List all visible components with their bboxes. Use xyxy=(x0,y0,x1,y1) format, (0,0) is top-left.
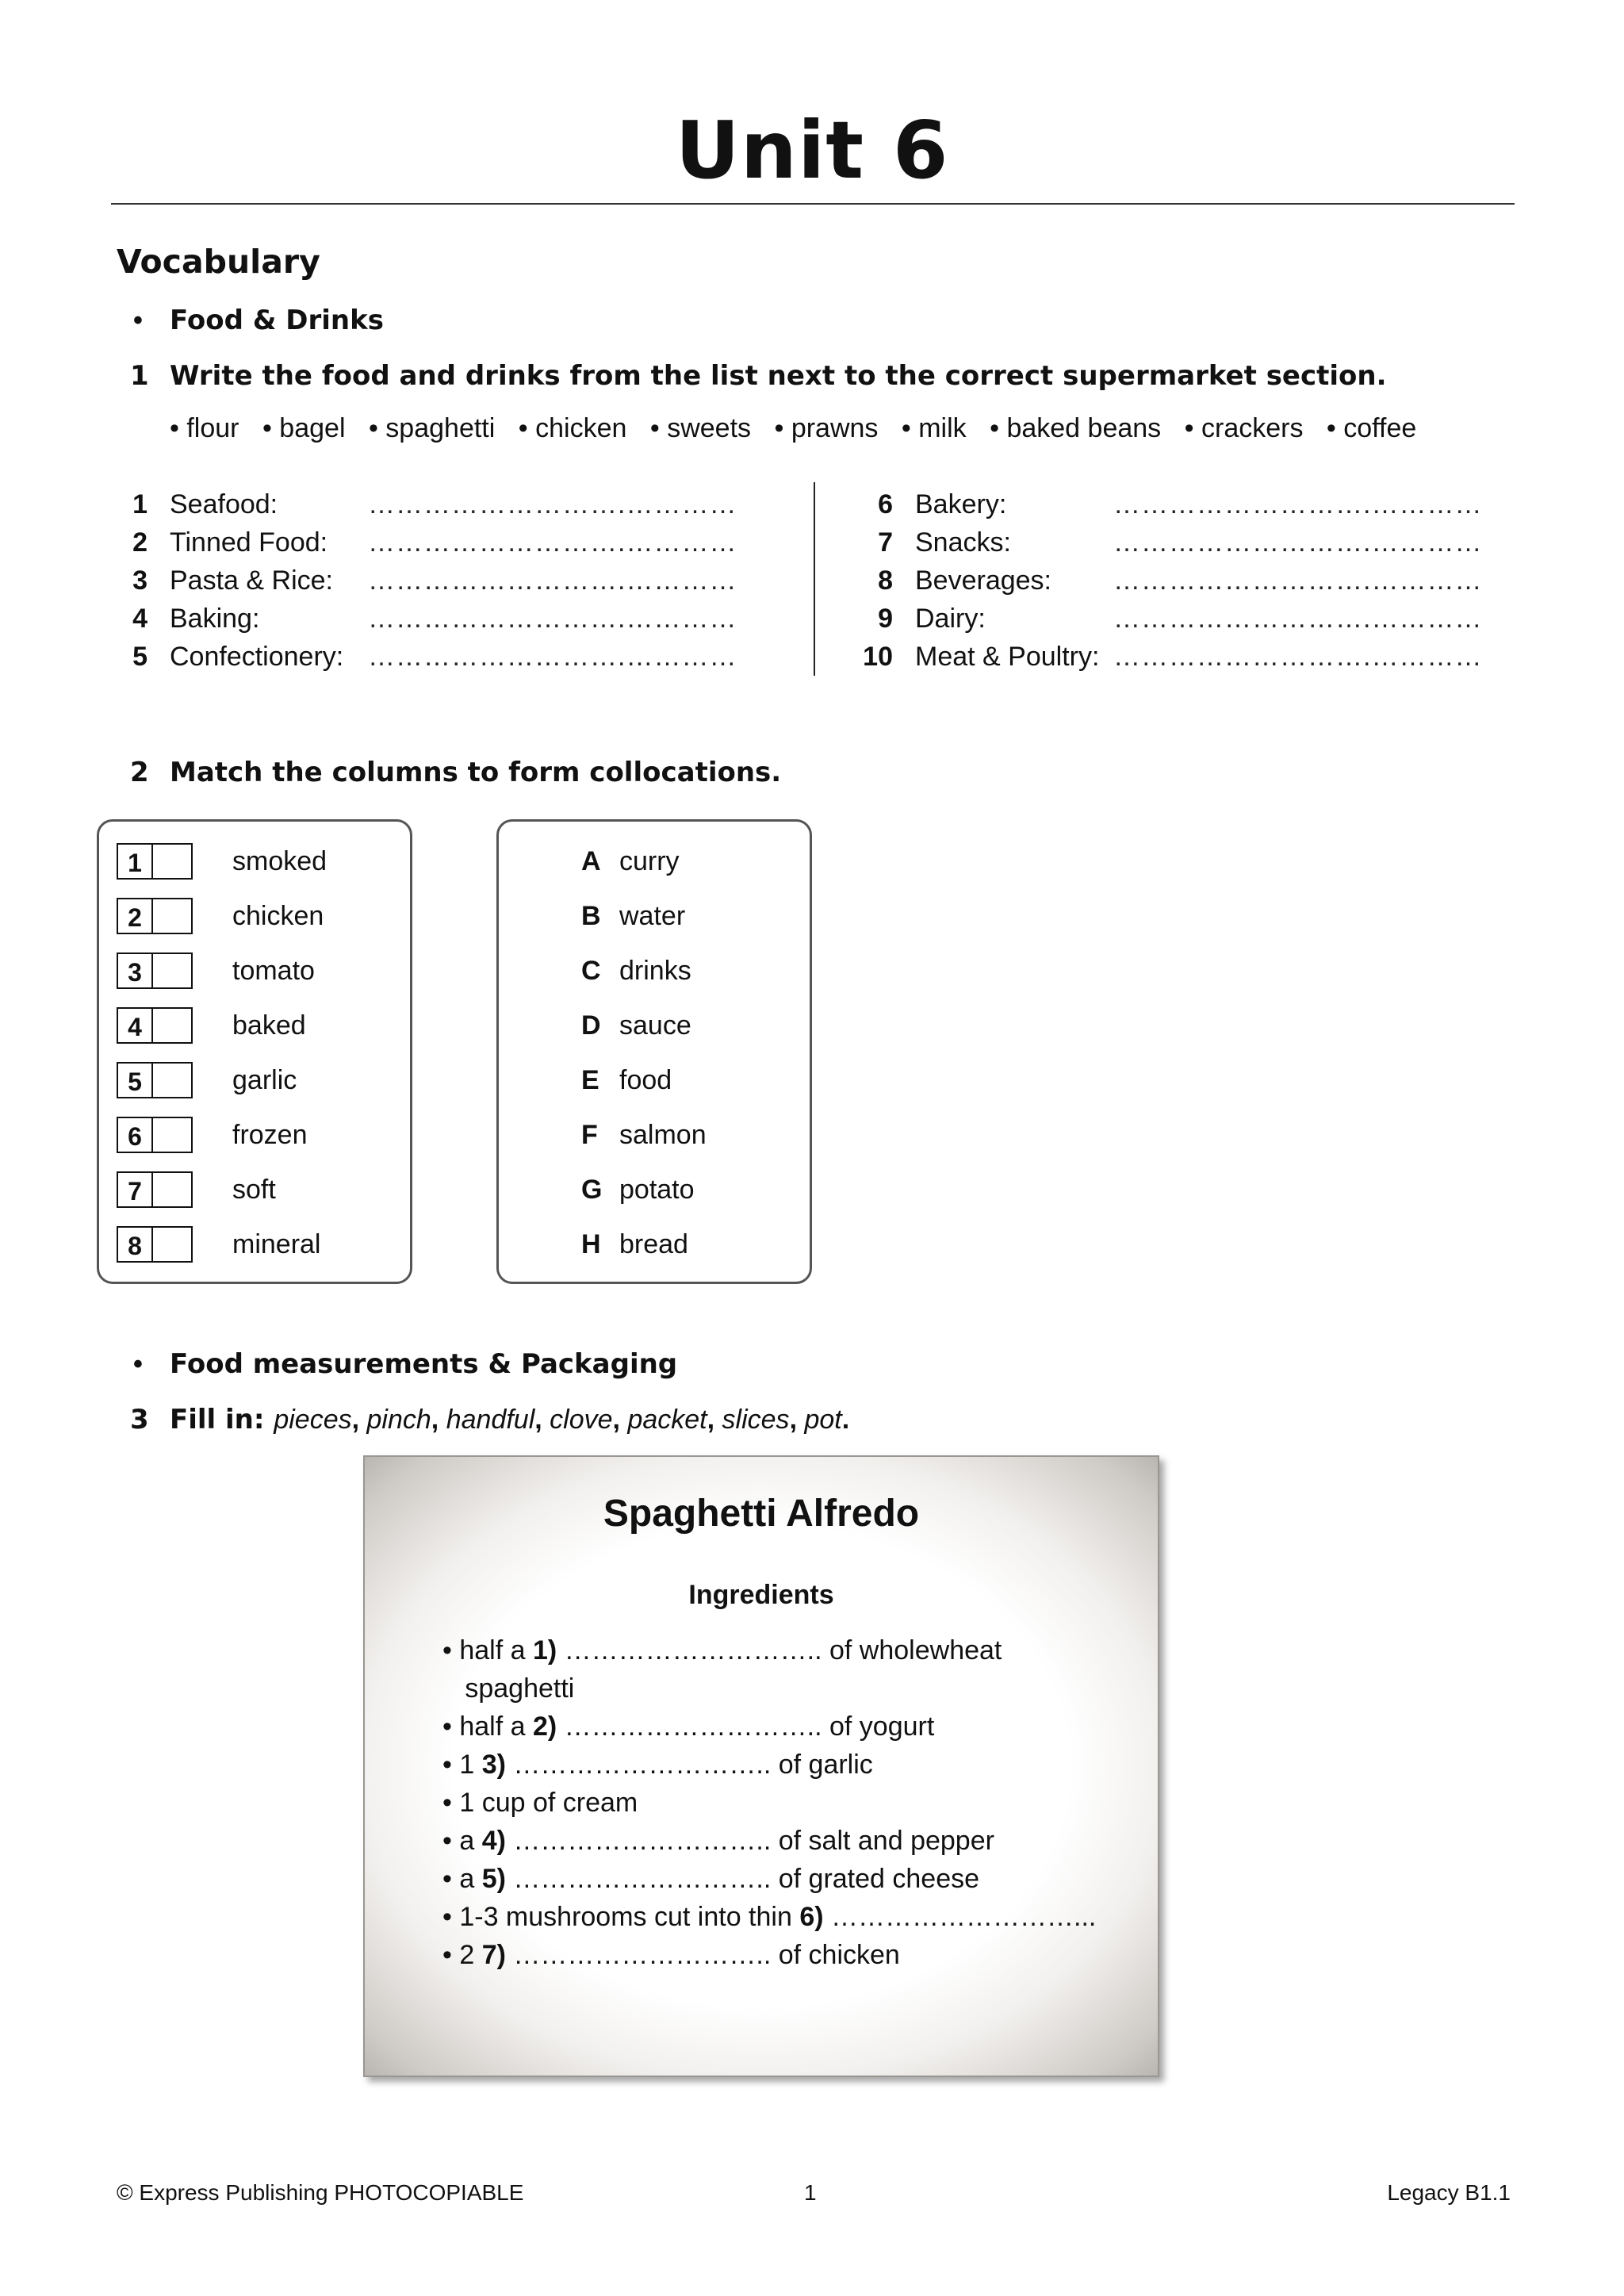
section-row xyxy=(0,562,793,600)
ingredient-line: • half a 2) ……………………….. of yogurt xyxy=(442,1711,935,1742)
match-number: 2 xyxy=(117,898,153,934)
ingredient-line: • half a 1) ……………………….. of wholewheat xyxy=(442,1635,1002,1665)
section-number: 8 xyxy=(878,565,893,596)
word-list-item: • baked beans xyxy=(990,413,1162,443)
ingredient-line: • a 4) ……………………….. of salt and pepper xyxy=(442,1826,994,1856)
section-label: Pasta & Rice: xyxy=(170,565,333,596)
title-divider xyxy=(111,203,1515,205)
section-number: 2 xyxy=(132,527,147,558)
fill-in-label: Fill in: xyxy=(170,1404,274,1435)
section-row xyxy=(841,523,1554,562)
section-row xyxy=(0,523,793,562)
match-word: bread xyxy=(619,1229,688,1259)
section-row xyxy=(841,562,1554,600)
section-label: Bakery: xyxy=(915,489,1007,519)
section-row xyxy=(841,600,1554,638)
word-list-item: • bagel xyxy=(262,413,346,443)
section-number: 4 xyxy=(132,604,147,634)
ingredient-line: • 1-3 mushrooms cut into thin 6) ………………………... xyxy=(442,1902,1097,1932)
word-list-item: • prawns xyxy=(774,413,879,443)
word-list-item: • milk xyxy=(901,413,967,443)
ingredient-line: • a 5) ……………………….. of grated cheese xyxy=(442,1864,980,1894)
section-label: Confectionery: xyxy=(170,642,344,672)
answer-box[interactable] xyxy=(153,1007,193,1044)
answer-blank[interactable]: ……………………….………… xyxy=(368,489,737,519)
match-letter: D xyxy=(581,1010,601,1041)
bullet-dot: • xyxy=(133,305,143,335)
match-word: frozen xyxy=(232,1120,308,1150)
section-number: 9 xyxy=(878,604,893,634)
section-label: Seafood: xyxy=(170,489,278,519)
section-number: 1 xyxy=(132,489,147,519)
footer-book-title: Legacy B1.1 xyxy=(1387,2180,1511,2205)
match-word: tomato xyxy=(232,956,315,986)
answer-blank[interactable]: ……………………….. of grated cheese xyxy=(505,1864,980,1894)
recipe-subtitle: Ingredients xyxy=(688,1580,834,1610)
fill-word: pieces xyxy=(274,1405,352,1435)
word-list-item: • crackers xyxy=(1184,413,1304,443)
ingredient-line: spaghetti xyxy=(442,1673,575,1704)
answer-box[interactable] xyxy=(153,1062,193,1098)
fill-word: pinch xyxy=(366,1405,431,1435)
fill-word: slices xyxy=(722,1405,790,1435)
fill-word: packet xyxy=(627,1405,707,1435)
match-left-box xyxy=(97,819,412,1284)
match-number: 5 xyxy=(117,1062,153,1098)
answer-blank[interactable]: ……………………….………… xyxy=(368,527,737,558)
page-number: 1 xyxy=(804,2180,817,2205)
recipe-title: Spaghetti Alfredo xyxy=(603,1493,920,1535)
exercise-3-instruction: Fill in: pieces, pinch, handful, clove, packet, slices, pot. xyxy=(170,1404,850,1435)
match-word: garlic xyxy=(232,1065,297,1095)
section-label: Tinned Food: xyxy=(170,527,328,558)
match-letter: G xyxy=(581,1175,603,1205)
match-word: water xyxy=(619,901,686,931)
match-letter: F xyxy=(581,1120,598,1150)
match-number: 8 xyxy=(117,1226,153,1263)
exercise-2-number: 2 xyxy=(130,757,149,788)
section-row xyxy=(0,600,793,638)
match-number: 1 xyxy=(117,843,153,880)
answer-box[interactable] xyxy=(153,898,193,934)
ingredient-line: • 2 7) ……………………….. of chicken xyxy=(442,1940,900,1970)
answer-blank[interactable]: ……………………….………… xyxy=(1113,527,1483,558)
match-letter: A xyxy=(581,846,601,876)
fill-word: handful xyxy=(446,1405,535,1435)
section-label: Snacks: xyxy=(915,527,1011,558)
match-word: baked xyxy=(232,1010,306,1041)
footer-copyright: © Express Publishing PHOTOCOPIABLE xyxy=(117,2180,524,2205)
exercise-3-number: 3 xyxy=(130,1404,149,1435)
match-word: soft xyxy=(232,1175,276,1205)
section-label: Meat & Poultry: xyxy=(915,642,1100,672)
section-row xyxy=(0,638,793,676)
answer-blank[interactable]: ………………………... xyxy=(823,1902,1097,1932)
match-letter: H xyxy=(581,1229,601,1259)
fill-word: pot xyxy=(804,1405,842,1435)
match-letter: E xyxy=(581,1065,599,1095)
section-number: 5 xyxy=(132,642,147,672)
section-number: 3 xyxy=(132,565,147,596)
match-number: 6 xyxy=(117,1117,153,1153)
match-letter: B xyxy=(581,901,601,931)
section-label: Baking: xyxy=(170,604,260,634)
section-row xyxy=(841,485,1554,523)
match-word: potato xyxy=(619,1175,695,1205)
word-list-item: • sweets xyxy=(649,413,752,443)
answer-blank[interactable]: ……………………….………… xyxy=(368,642,737,672)
exercise-1-instruction: Write the food and drinks from the list next to the correct supermarket section. xyxy=(170,360,1387,392)
answer-box[interactable] xyxy=(153,1226,193,1263)
word-list-item: • coffee xyxy=(1326,413,1417,443)
exercise-2-instruction: Match the columns to form collocations. xyxy=(170,757,782,788)
match-number: 3 xyxy=(117,953,153,989)
measurements-heading: Food measurements & Packaging xyxy=(170,1348,678,1380)
exercise-1-number: 1 xyxy=(130,360,149,392)
match-word: chicken xyxy=(232,901,324,931)
section-number: 7 xyxy=(878,527,893,558)
column-divider xyxy=(814,482,815,676)
ingredient-line: • 1 cup of cream xyxy=(442,1788,638,1818)
match-number: 4 xyxy=(117,1007,153,1044)
answer-box[interactable] xyxy=(153,953,193,989)
match-letter: C xyxy=(581,956,601,986)
answer-blank[interactable]: ……………………….………… xyxy=(368,565,737,596)
match-word: food xyxy=(619,1065,672,1095)
word-list-item: • spaghetti xyxy=(368,413,496,443)
section-number: 10 xyxy=(863,642,893,672)
answer-blank[interactable]: ……………………….. of garlic xyxy=(505,1750,873,1780)
answer-blank[interactable]: ……………………….. of wholewheat xyxy=(557,1635,1002,1665)
answer-blank[interactable]: ……………………….………… xyxy=(368,604,737,634)
match-word: sauce xyxy=(619,1010,691,1041)
answer-blank[interactable]: ……………………….. of chicken xyxy=(505,1940,900,1970)
answer-blank[interactable]: ……………………….………… xyxy=(1113,565,1483,596)
answer-blank[interactable]: ……………………….………… xyxy=(1113,604,1483,634)
food-drinks-heading: Food & Drinks xyxy=(170,305,384,336)
word-list-item: • chicken xyxy=(518,413,627,443)
answer-blank[interactable]: ……………………….………… xyxy=(1113,489,1483,519)
match-word: curry xyxy=(619,846,680,876)
ingredient-line: • 1 3) ……………………….. of garlic xyxy=(442,1750,873,1780)
answer-box[interactable] xyxy=(153,1171,193,1208)
vocabulary-heading: Vocabulary xyxy=(117,243,320,281)
answer-blank[interactable]: ……………………….. of salt and pepper xyxy=(505,1826,994,1856)
match-word: drinks xyxy=(619,956,691,986)
fill-word: clove xyxy=(550,1405,613,1435)
section-number: 6 xyxy=(878,489,893,519)
answer-blank[interactable]: ……………………….. of yogurt xyxy=(557,1711,935,1742)
recipe-card xyxy=(363,1455,1159,2077)
match-number: 7 xyxy=(117,1171,153,1208)
match-word: mineral xyxy=(232,1229,321,1259)
match-word: smoked xyxy=(232,846,327,876)
answer-box[interactable] xyxy=(153,1117,193,1153)
section-label: Dairy: xyxy=(915,604,986,634)
match-right-box xyxy=(496,819,812,1284)
word-list-item: • flour xyxy=(170,413,239,443)
match-word: salmon xyxy=(619,1120,707,1150)
answer-blank[interactable]: ……………………….………… xyxy=(1113,642,1483,672)
page-title: Unit 6 xyxy=(675,104,949,197)
answer-box[interactable] xyxy=(153,843,193,880)
word-list xyxy=(170,409,1432,447)
section-row xyxy=(841,638,1554,676)
bullet-dot: • xyxy=(133,1349,143,1379)
section-label: Beverages: xyxy=(915,565,1051,596)
section-row xyxy=(0,485,793,523)
